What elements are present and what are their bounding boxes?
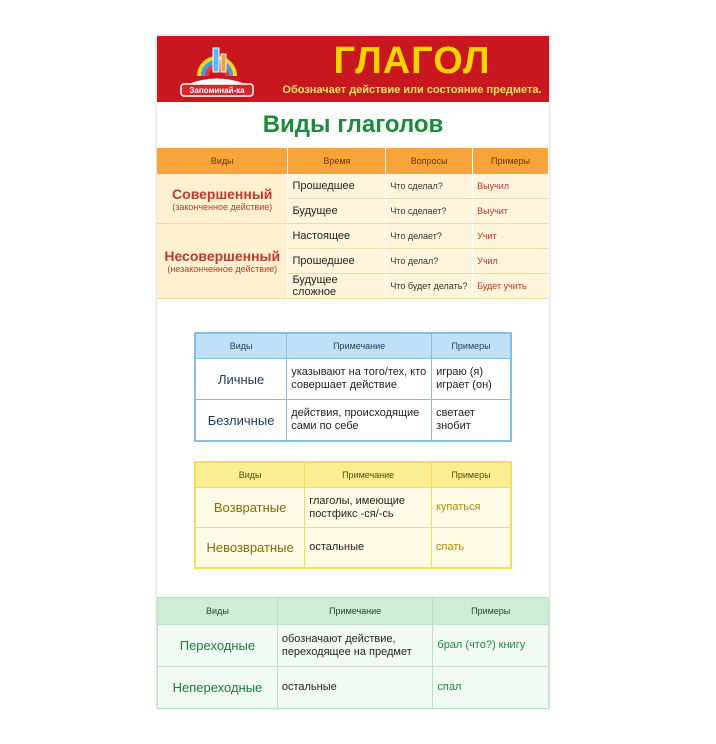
- column-header: Примечание: [287, 333, 432, 359]
- example-cell: брал (что?) книгу: [433, 625, 549, 667]
- personal-table: [194, 332, 512, 442]
- question-cell: Что делал?: [386, 249, 473, 274]
- kind-cell: Личные: [195, 359, 287, 400]
- aspect-note: (законченное действие): [172, 201, 273, 212]
- example-cell: спал: [433, 667, 549, 709]
- table-row: [158, 667, 549, 709]
- reflexive-table: [194, 461, 512, 569]
- time-cell: Прошедшее: [288, 249, 386, 274]
- table-header-row: [195, 462, 511, 488]
- kind-cell: Непереходные: [158, 667, 278, 709]
- table-row: [195, 359, 511, 400]
- kind-cell: Переходные: [158, 625, 278, 667]
- aspect-name: Несовершенный: [164, 248, 281, 264]
- column-header: Примечание: [277, 598, 433, 625]
- table-header-row: [157, 148, 549, 174]
- table-header-row: [195, 333, 511, 359]
- note-cell: остальные: [305, 528, 432, 569]
- example-cell: Будет учить: [473, 274, 549, 299]
- note-cell: указывают на того/тех, кто совершает действие: [287, 359, 432, 400]
- example-cell: спать: [431, 528, 511, 569]
- column-header: Виды: [195, 462, 305, 488]
- kind-cell: Возвратные: [195, 488, 305, 528]
- table-row: [195, 488, 511, 528]
- logo-text: Запоминай-ка: [189, 86, 245, 95]
- column-header: Виды: [195, 333, 287, 359]
- section-heading: Виды глаголов: [262, 111, 444, 138]
- column-header: Примеры: [433, 598, 549, 625]
- table-row: [158, 625, 549, 667]
- column-header: Вопросы: [386, 148, 473, 174]
- table-row: [157, 174, 549, 199]
- example-cell: купаться: [431, 488, 511, 528]
- note-cell: обозначают действие, переходящее на предмет: [277, 625, 433, 667]
- time-cell: Прошедшее: [288, 174, 386, 199]
- column-header: Примеры: [432, 333, 511, 359]
- example-cell: Выучил: [473, 174, 549, 199]
- aspect-note: (незаконченное действие): [167, 264, 278, 274]
- example-cell: Учил: [473, 249, 549, 274]
- page-subtitle: Обозначает действие или состояние предмета.: [282, 84, 542, 96]
- column-header: Виды: [157, 148, 288, 174]
- aspect-table: [157, 148, 549, 299]
- aspect-name: Совершенный: [172, 185, 273, 202]
- kind-cell: Безличные: [195, 400, 287, 442]
- question-cell: Что сделал?: [386, 174, 473, 199]
- column-header: Время: [288, 148, 386, 174]
- column-header: Примеры: [431, 462, 511, 488]
- note-cell: остальные: [277, 667, 433, 709]
- note-cell: действия, происходящие сами по себе: [287, 400, 432, 442]
- example-cell: Учит: [473, 224, 549, 249]
- book-logo-icon: [177, 42, 257, 102]
- example-cell: светает знобит: [432, 400, 511, 442]
- aspect-kind-cell: [157, 224, 288, 299]
- note-cell: глаголы, имеющие постфикс -ся/-сь: [305, 488, 432, 528]
- time-cell: Настоящее: [288, 224, 386, 249]
- poster: [157, 36, 549, 708]
- example-cell: играю (я) играет (он): [432, 359, 511, 400]
- question-cell: Что сделает?: [386, 199, 473, 224]
- column-header: Примеры: [473, 148, 549, 174]
- time-cell: Будущее сложное: [288, 274, 386, 299]
- table-row: [157, 224, 549, 249]
- time-cell: Будущее: [288, 199, 386, 224]
- transitive-table: [157, 597, 549, 709]
- table-row: [195, 528, 511, 569]
- kind-cell: Невозвратные: [195, 528, 305, 569]
- aspect-kind-cell: [157, 174, 288, 224]
- question-cell: Что делает?: [386, 224, 473, 249]
- table-row: [195, 400, 511, 442]
- header-banner: [157, 36, 549, 102]
- page-title: ГЛАГОЛ: [333, 40, 491, 82]
- table-header-row: [158, 598, 549, 625]
- column-header: Виды: [158, 598, 278, 625]
- column-header: Примечание: [305, 462, 432, 488]
- example-cell: Выучит: [473, 199, 549, 224]
- question-cell: Что будет делать?: [386, 274, 473, 299]
